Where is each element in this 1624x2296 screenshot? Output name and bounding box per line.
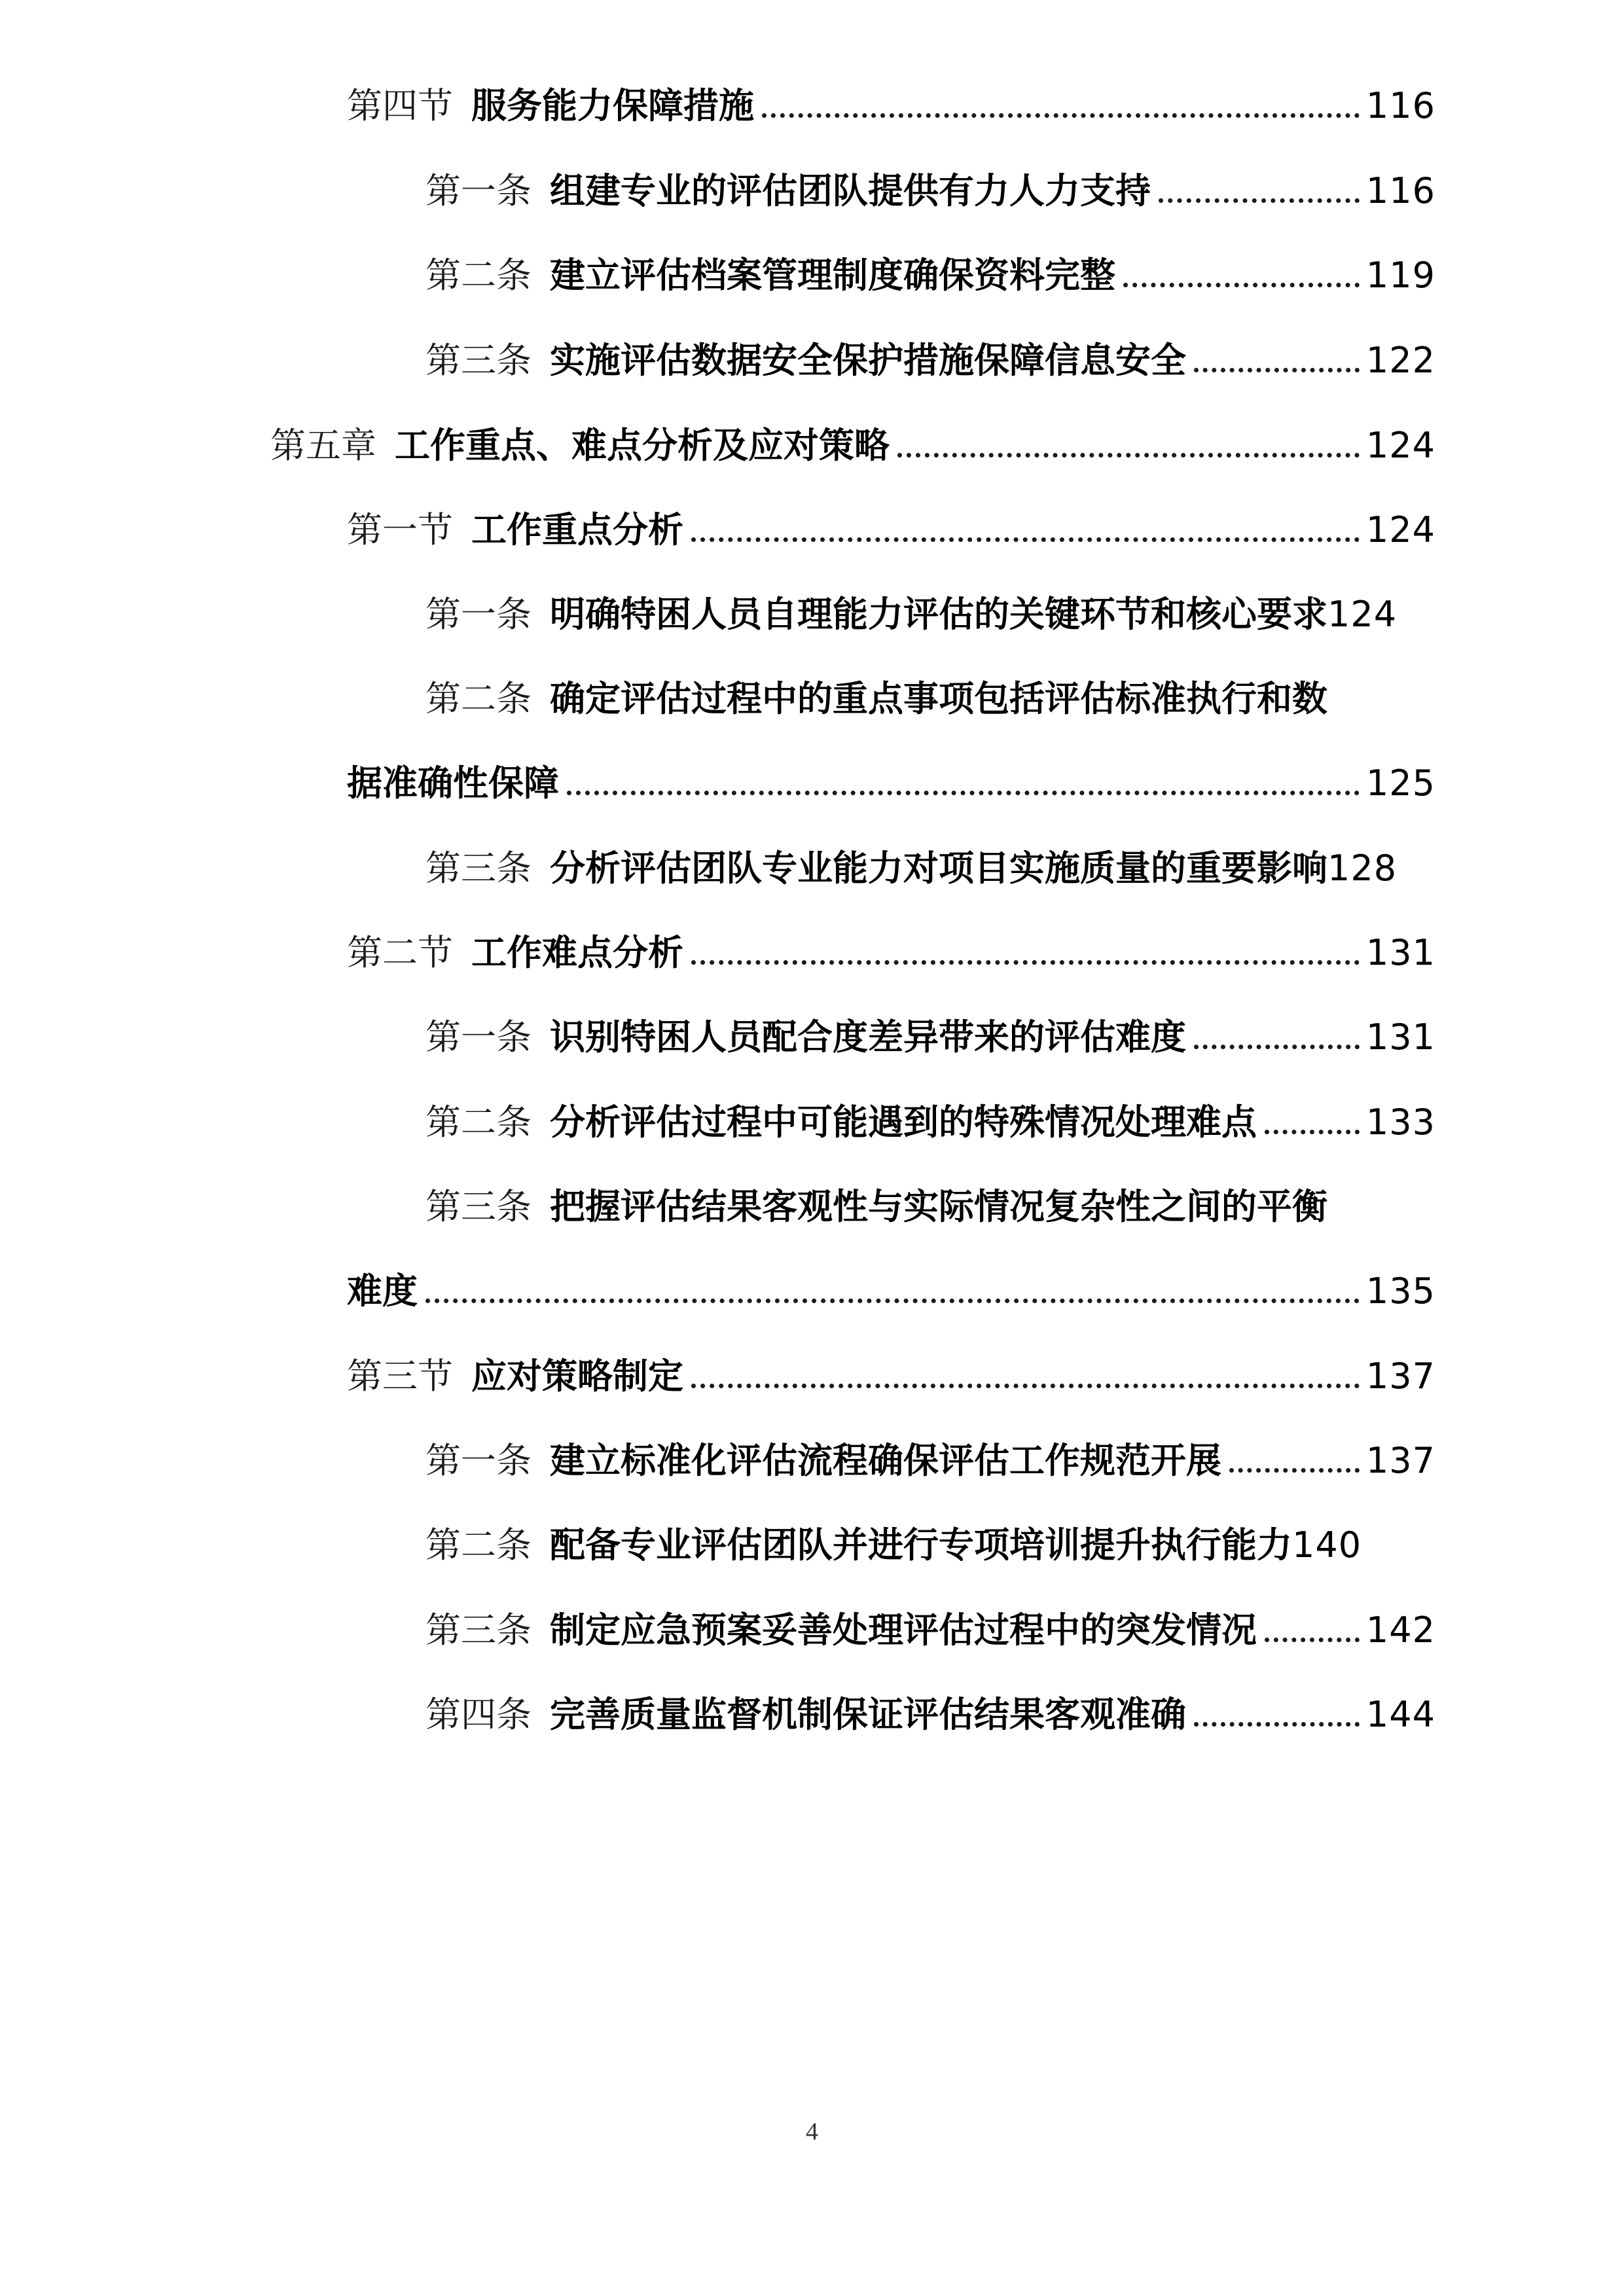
toc-entry-title: 明确特困人员自理能力评估的关键环节和核心要求 [550,594,1327,635]
toc-entry-article[interactable] [425,1171,1435,1243]
dot-leader [1194,1722,1360,1727]
toc-entry-prefix: 第四节 [347,85,453,126]
toc-entry-prefix: 第三节 [347,1355,453,1397]
toc-entry-prefix: 第一节 [347,509,453,550]
toc-entry-page: 137 [1365,1440,1435,1481]
toc-entry-article[interactable] [425,833,1467,905]
toc-entry-title: 应对策略制定 [471,1355,683,1397]
toc-entry-title: 配备专业评估团队并进行专项培训提升执行能力 [550,1524,1292,1566]
toc-entry-prefix: 第三条 [425,1186,532,1227]
toc-entry-page: 116 [1365,85,1435,126]
toc-entry-page: 124 [1365,509,1435,550]
toc-entry-prefix: 第二条 [425,1102,532,1143]
toc-entry-prefix: 第一条 [425,170,532,211]
toc-entry-page: 116 [1365,170,1435,211]
toc-entry-title: 工作难点分析 [471,932,683,973]
toc-entry-page: 135 [1365,1270,1435,1312]
toc-entry-article[interactable] [425,579,1467,651]
toc-entry-article[interactable] [425,1086,1435,1158]
toc-entry-prefix: 第二节 [347,932,453,973]
toc-entry-title: 识别特困人员配合度差异带来的评估难度 [550,1016,1186,1058]
toc-entry-title: 完善质量监督机制保证评估结果客观准确 [550,1694,1186,1735]
toc-entry-page: 131 [1365,932,1435,973]
toc-entry-article[interactable] [425,325,1435,397]
toc-entry-page: 125 [1365,762,1435,804]
toc-entry-page: 131 [1365,1016,1435,1058]
toc-entry-prefix: 第五章 [270,425,376,466]
toc-entry-title: 分析评估过程中可能遇到的特殊情况处理难点 [550,1102,1257,1143]
toc-entry-prefix: 第一条 [425,1016,532,1058]
toc-entry-title: 实施评估数据安全保护措施保障信息安全 [550,340,1186,381]
toc-entry-continuation[interactable] [347,1255,1435,1327]
toc-entry-prefix: 第二条 [425,678,532,719]
toc-entry-prefix: 第一条 [425,1440,532,1481]
toc-entry-page: 142 [1365,1609,1435,1651]
toc-entry-continuation[interactable] [347,747,1435,819]
toc-entry-page: 144 [1365,1694,1435,1735]
toc-entry-title: 确定评估过程中的重点事项包括评估标准执行和数 [550,678,1327,719]
dot-leader [762,113,1360,118]
toc-entry-section-3[interactable] [347,1340,1435,1412]
dot-leader [897,453,1360,457]
toc-entry-page: 137 [1365,1355,1435,1397]
dot-leader [1265,1130,1360,1134]
toc-entry-page: 140 [1292,1524,1362,1566]
toc-entry-section-4[interactable] [347,70,1435,142]
dot-leader [1123,283,1360,287]
dot-leader [1265,1638,1360,1642]
toc-entry-title: 建立评估档案管理制度确保资料完整 [550,255,1115,296]
dot-leader [425,1299,1360,1303]
toc-entry-prefix: 第一条 [425,594,532,635]
toc-entry-chapter-5[interactable] [270,410,1435,482]
toc-entry-section-2[interactable] [347,917,1435,989]
page-number: 4 [806,2118,818,2145]
toc-entry-section-1[interactable] [347,494,1435,566]
toc-entry-title: 制定应急预案妥善处理评估过程中的突发情况 [550,1609,1257,1651]
dot-leader [691,537,1360,542]
toc-entry-title: 分析评估团队专业能力对项目实施质量的重要影响 [550,848,1327,889]
toc-entry-article[interactable] [425,1425,1435,1497]
toc-entry-prefix: 第三条 [425,340,532,381]
toc-entry-article[interactable] [425,1679,1435,1751]
toc-entry-prefix: 第四条 [425,1694,532,1735]
dot-leader [1194,1045,1360,1049]
toc-entry-page: 124 [1365,425,1435,466]
toc-entry-page: 119 [1365,255,1435,296]
toc-entry-article[interactable] [425,155,1435,227]
toc-entry-page: 124 [1327,594,1398,635]
toc-entry-article[interactable] [425,1001,1435,1073]
toc-entry-page: 122 [1365,340,1435,381]
dot-leader [1159,198,1360,203]
dot-leader [1229,1468,1360,1473]
toc-entry-prefix: 第三条 [425,1609,532,1651]
toc-entry-article[interactable] [425,663,1435,735]
toc-entry-article[interactable] [425,1594,1435,1666]
dot-leader [1194,368,1360,372]
toc-entry-title: 建立标准化评估流程确保评估工作规范开展 [550,1440,1221,1481]
toc-entry-title: 服务能力保障措施 [471,85,754,126]
toc-entry-prefix: 第二条 [425,255,532,296]
toc-entry-title: 组建专业的评估团队提供有力人力支持 [550,170,1151,211]
toc-entry-title: 把握评估结果客观性与实际情况复杂性之间的平衡 [550,1186,1327,1227]
toc-entry-prefix: 第二条 [425,1524,532,1566]
toc-entry-prefix: 第三条 [425,848,532,889]
toc-entry-page: 133 [1365,1102,1435,1143]
dot-leader [691,960,1360,965]
toc-entry-title: 工作重点分析 [471,509,683,550]
dot-leader [691,1384,1360,1388]
toc-entry-article[interactable] [425,1509,1467,1581]
dot-leader [567,791,1360,795]
toc-entry-title: 工作重点、难点分析及应对策略 [395,425,890,466]
toc-entry-title-continuation: 难度 [347,1270,418,1312]
toc-entry-article[interactable] [425,240,1435,312]
toc-entry-title-continuation: 据准确性保障 [347,762,559,804]
toc-entry-page: 128 [1327,848,1398,889]
